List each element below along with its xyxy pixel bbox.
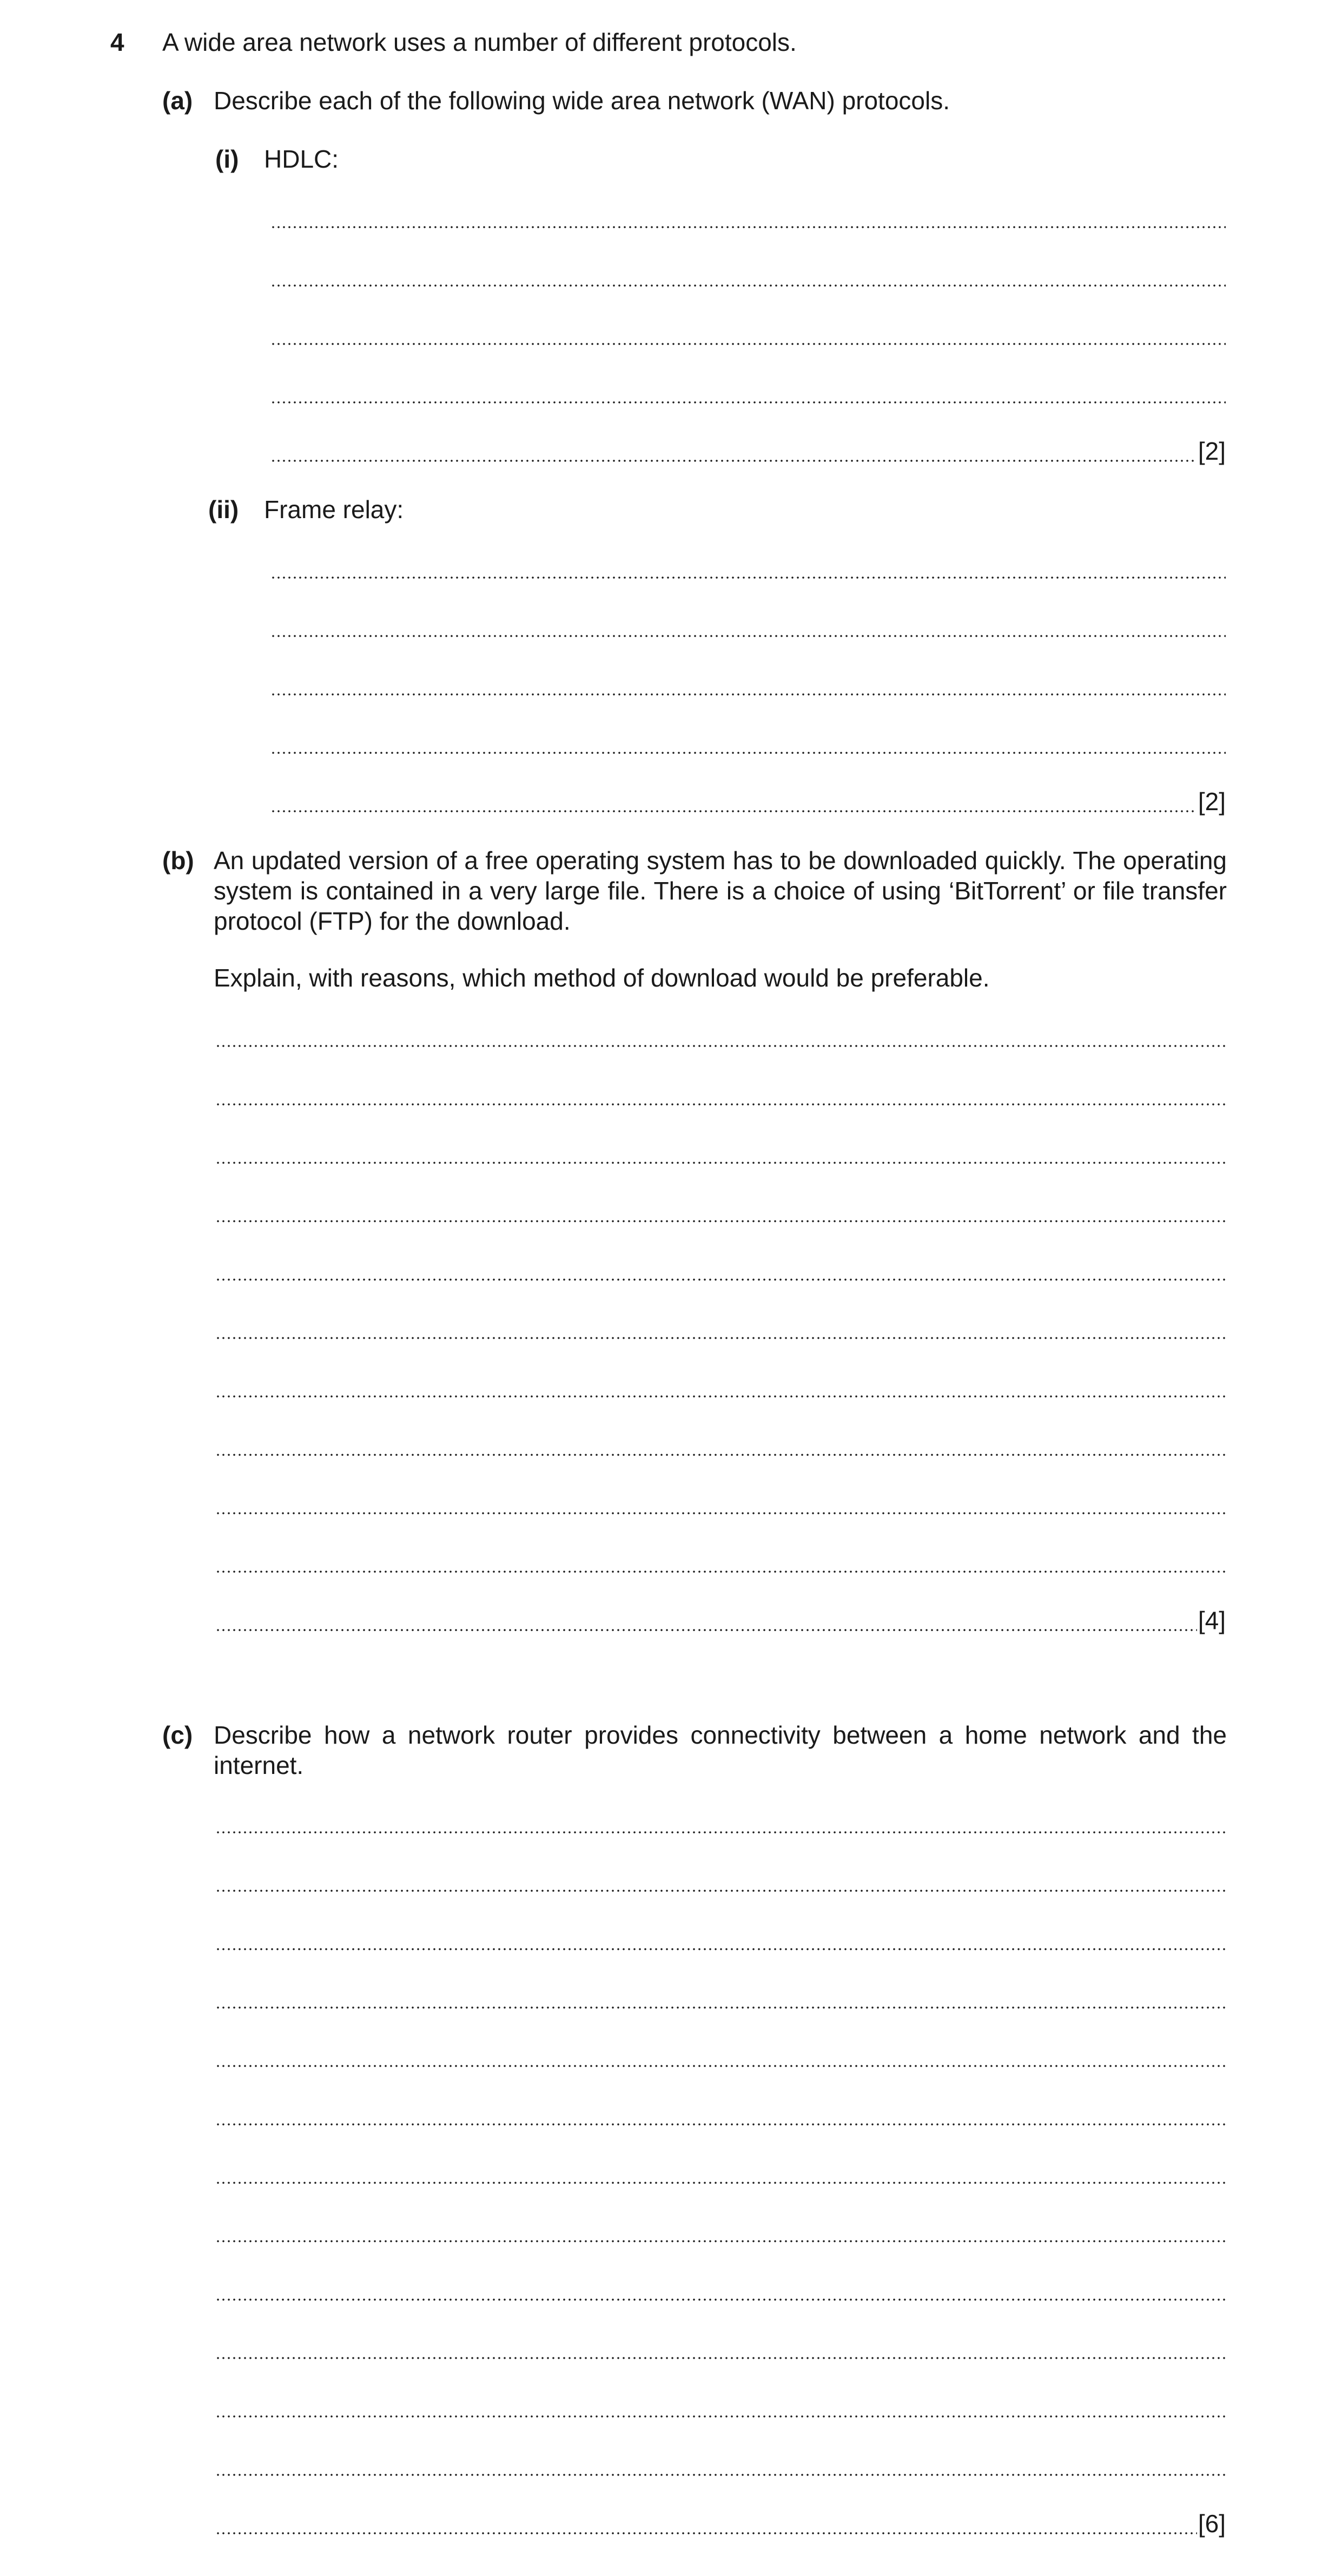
answer-line[interactable] [215,2158,1226,2188]
answer-line[interactable] [215,1605,1226,1635]
answer-line[interactable] [270,611,1226,641]
dotted-rule [215,2299,1226,2301]
dotted-rule [270,752,1226,754]
dotted-rule [215,2357,1226,2359]
dotted-rule [215,1103,1226,1105]
dotted-rule [215,1045,1226,1047]
part-c-label: (c) [162,1721,193,1749]
dotted-rule [215,2007,1226,2009]
dotted-rule [270,460,1197,462]
dotted-rule [215,2065,1226,2067]
dotted-rule [270,226,1226,228]
part-a-i-prompt: HDLC: [264,145,339,173]
dotted-rule [215,2240,1226,2242]
answer-line[interactable] [270,553,1226,583]
part-a-ii-label: (ii) [208,495,239,524]
answer-line[interactable] [215,2392,1226,2422]
answer-line[interactable] [215,1021,1226,1051]
dotted-rule [215,2415,1226,2418]
answer-line[interactable] [215,2450,1226,2480]
answer-line[interactable] [215,2508,1226,2539]
answer-line[interactable] [270,261,1226,291]
answer-line[interactable] [215,2041,1226,2071]
dotted-rule [270,577,1226,579]
answer-line[interactable] [270,202,1226,233]
dotted-rule [270,693,1226,696]
part-a-prompt: Describe each of the following wide area network (WAN) protocols. [214,87,950,115]
answer-line[interactable] [215,2216,1226,2247]
answer-line[interactable] [215,1807,1226,1838]
dotted-rule [270,343,1226,345]
answer-line[interactable] [215,1924,1226,1955]
answer-line[interactable] [215,2333,1226,2363]
answer-line[interactable] [270,436,1226,466]
dotted-rule [215,1512,1226,1514]
answer-line[interactable] [215,1430,1226,1460]
marks-a-i: [2] [1198,437,1226,465]
dotted-rule [215,1948,1226,1950]
dotted-rule [215,1395,1226,1398]
dotted-rule [215,1220,1226,1222]
part-c-prompt: Describe how a network router provides connectivity between a home network and the internet. [214,1721,1227,1779]
answer-line[interactable] [215,1313,1226,1343]
answer-line[interactable] [215,1196,1226,1227]
answer-line[interactable] [215,1547,1226,1577]
dotted-rule [215,1162,1226,1164]
answer-line[interactable] [215,2100,1226,2130]
answer-line[interactable] [270,786,1226,817]
answer-line[interactable] [270,670,1226,700]
part-a-i-label: (i) [215,145,239,173]
answer-line[interactable] [215,1983,1226,2013]
part-b-label: (b) [162,846,194,875]
marks-b: [4] [1198,1606,1226,1634]
dotted-rule [270,635,1226,637]
part-a-label: (a) [162,87,193,115]
question-stem: A wide area network uses a number of different protocols. [162,28,797,56]
question-number: 4 [110,28,124,56]
dotted-rule [215,1279,1226,1281]
part-a-ii-prompt: Frame relay: [264,495,404,524]
answer-line[interactable] [215,1138,1226,1168]
dotted-rule [215,1890,1226,1892]
answer-line[interactable] [215,1488,1226,1519]
dotted-rule [215,2532,1197,2534]
marks-a-ii: [2] [1198,787,1226,816]
dotted-rule [215,2123,1226,2125]
dotted-rule [215,1629,1197,1631]
answer-line[interactable] [215,1080,1226,1110]
answer-line[interactable] [215,1866,1226,1896]
answer-line[interactable] [215,1255,1226,1285]
dotted-rule [215,1454,1226,1456]
dotted-rule [215,2474,1226,2476]
answer-line[interactable] [270,378,1226,408]
part-b-prompt: An updated version of a free operating system has to be downloaded quickly. The operating system is contained in a very large file. There is a choice of using ‘BitTorrent’ or file transfer protocol (FTP) for the download. [214,846,1227,935]
answer-line[interactable] [270,319,1226,349]
dotted-rule [215,2182,1226,2184]
answer-line[interactable] [215,2275,1226,2305]
answer-line[interactable] [270,728,1226,758]
dotted-rule [215,1571,1226,1573]
part-b-instruction: Explain, with reasons, which method of download would be preferable. [214,964,990,992]
dotted-rule [270,401,1226,403]
dotted-rule [270,810,1197,812]
answer-line[interactable] [215,1372,1226,1402]
dotted-rule [270,284,1226,287]
marks-c: [6] [1198,2509,1226,2538]
dotted-rule [215,1337,1226,1339]
dotted-rule [215,1831,1226,1833]
